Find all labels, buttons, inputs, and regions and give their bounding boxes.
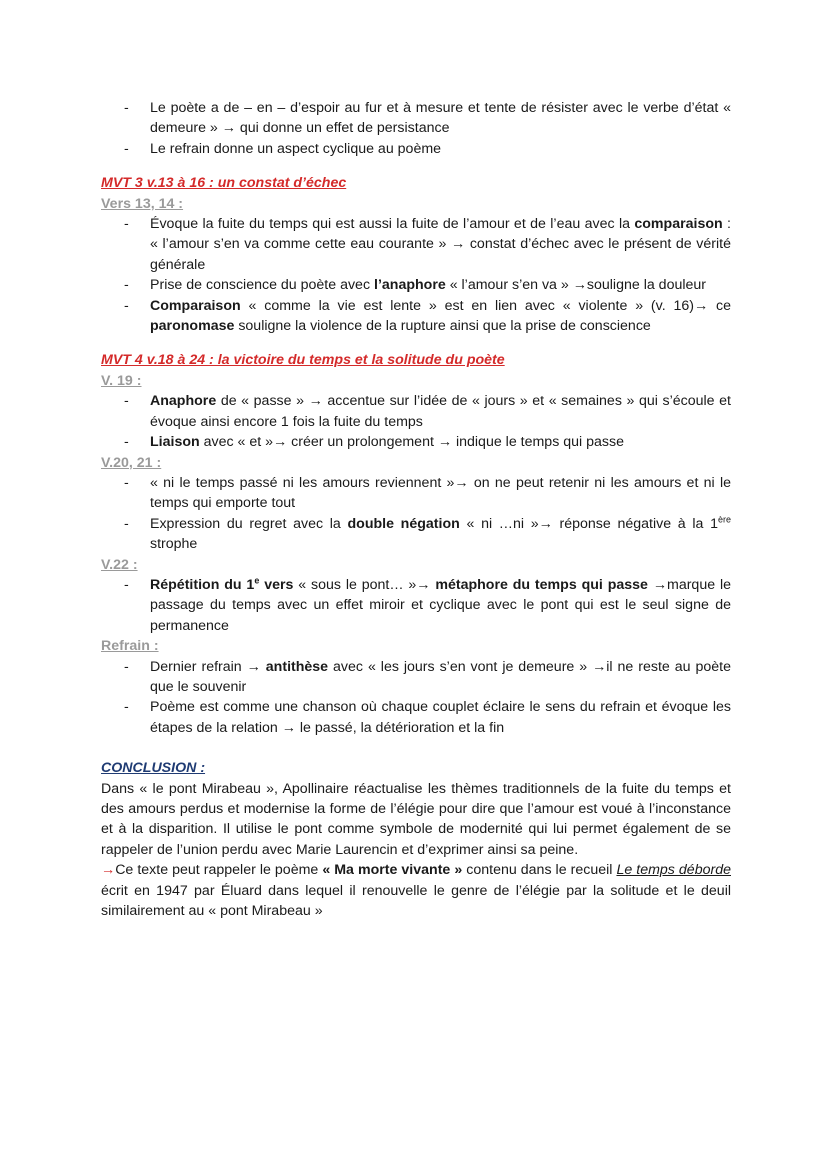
section-heading-mvt4: MVT 4 v.18 à 24 : la victoire du temps et la solitude du poète <box>101 352 505 369</box>
list-item: - Expression du regret avec la double négation « ni …ni »→ réponse négative à la 1ère strophe <box>101 514 731 555</box>
subheading-vers-13-14: Vers 13, 14 : <box>101 195 184 212</box>
subheading-v22: V.22 : <box>101 556 138 573</box>
list-item: - Le poète a de – en – d’espoir au fur et à mesure et tente de résister avec le verbe d’état « demeure » → qui donne un effet de persistance <box>101 98 731 139</box>
list-item: - Dernier refrain → antithèse avec « les jours s’en vont je demeure » →il ne reste au poète que le souvenir <box>101 657 731 698</box>
list-item: - Le refrain donne un aspect cyclique au poème <box>101 139 731 159</box>
v22-list <box>101 575 731 636</box>
conclusion-paragraph: Dans « le pont Mirabeau », Apollinaire réactualise les thèmes traditionnels de la fuite du temps et des amours perdus et modernise la forme de l’élégie pour dire que l’amour est voué à l’inconstance et à la disparition. Il utilise le pont comme symbole de modernité qui lui permet également de se rappeler de l’union perdu avec Marie Laurencin et d’exprimer ainsi sa peine. →Ce texte peut rappeler le poème « Ma morte vivante » contenu dans le recueil Le temps déborde écrit en 1947 par Éluard dans lequel il renouvelle le genre de l’élégie par la solitude et le deuil similairement au « pont Mirabeau » <box>101 780 731 920</box>
list-item: - « ni le temps passé ni les amours reviennent »→ on ne peut retenir ni les amours et ni le temps qui emporte tout <box>101 473 731 514</box>
list-item: - Poème est comme une chanson où chaque couplet éclaire le sens du refrain et évoque les étapes de la relation → le passé, la détérioration et la fin <box>101 697 731 738</box>
v19-list <box>101 391 731 452</box>
conclusion-heading: CONCLUSION : <box>101 760 206 777</box>
list-item: - Liaison avec « et »→ créer un prolongement → indique le temps qui passe <box>101 432 731 452</box>
list-item: - Prise de conscience du poète avec l’anaphore « l’amour s’en va » →souligne la douleur <box>101 275 731 295</box>
subheading-v20-21: V.20, 21 : <box>101 454 162 471</box>
list-item: - Anaphore de « passe » → accentue sur l’idée de « jours » et « semaines » qui s’écoule et évoque ainsi encore 1 fois la fuite du temps <box>101 391 731 432</box>
list-item: - Évoque la fuite du temps qui est aussi la fuite de l’amour et de l’eau avec la comparaison : « l’amour s’en va comme cette eau courante » → constat d’échec avec le présent de vérité générale <box>101 214 731 275</box>
arrow-icon: → <box>101 862 116 879</box>
refrain-list <box>101 657 731 739</box>
mvt3-list <box>101 214 731 336</box>
subheading-refrain: Refrain : <box>101 638 159 655</box>
list-item: - Comparaison « comme la vie est lente » est en lien avec « violente » (v. 16)→ ce paronomase souligne la violence de la rupture ainsi que la prise de conscience <box>101 296 731 337</box>
document-page <box>101 98 731 921</box>
list-item: - Répétition du 1e vers « sous le pont… »→ métaphore du temps qui passe →marque le passage du temps avec un effet miroir et cyclique avec le pont qui est le seul signe de permanence <box>101 575 731 636</box>
subheading-v19: V. 19 : <box>101 372 142 389</box>
section-heading-mvt3: MVT 3 v.13 à 16 : un constat d’échec <box>101 175 347 192</box>
intro-list <box>101 98 731 159</box>
v20-21-list <box>101 473 731 555</box>
